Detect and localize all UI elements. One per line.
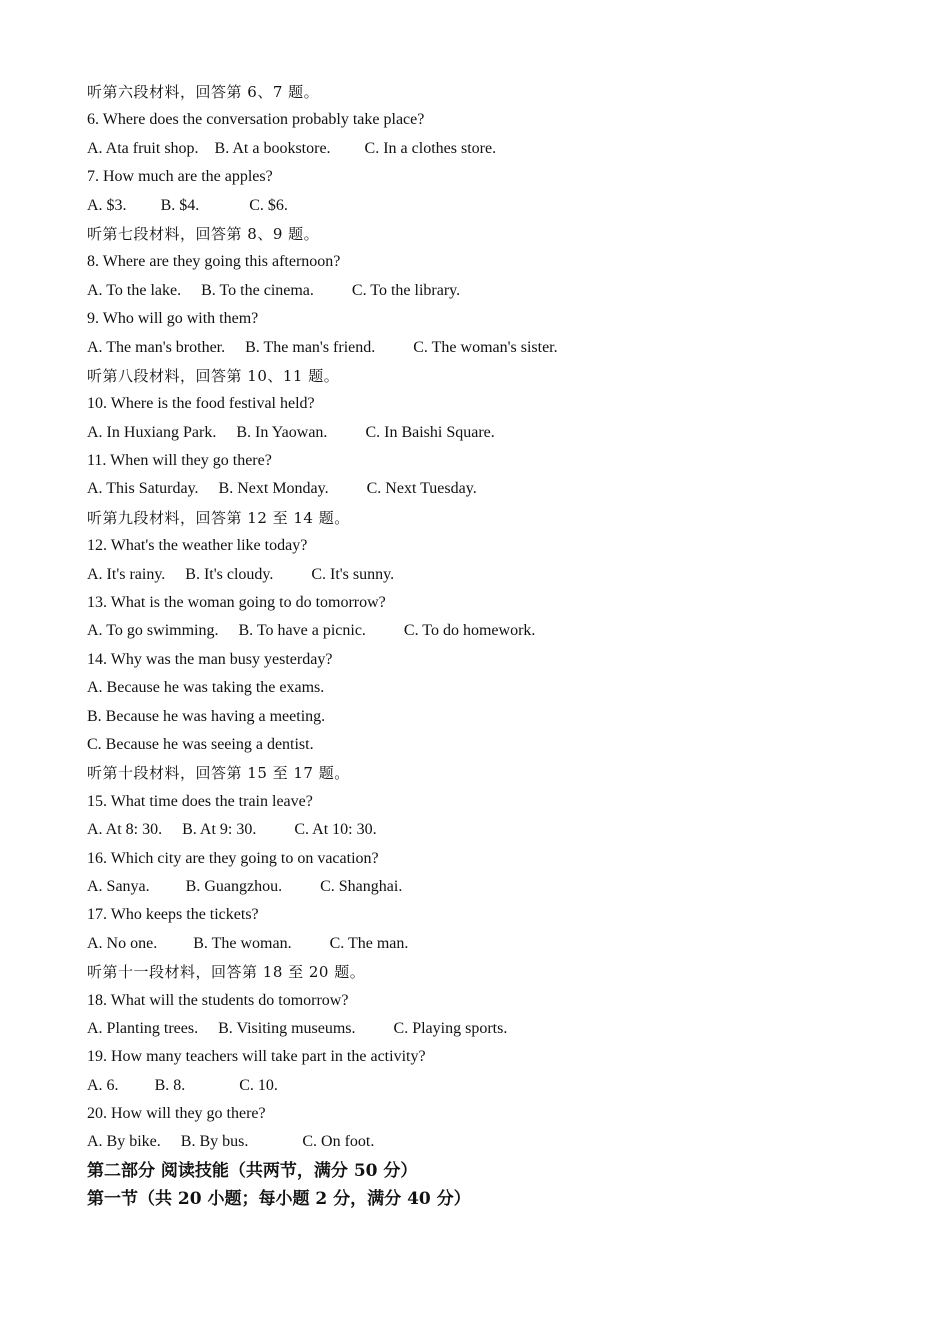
question-text: 20. How will they go there? [87, 1105, 266, 1123]
answer-option: C. To the library. [351, 281, 461, 299]
question-text: B. Because he was having a meeting. [87, 707, 326, 725]
question-text: C. Because he was seeing a dentist. [87, 735, 314, 753]
answer-option: A. The man's brother. [87, 338, 226, 356]
answer-options-row [87, 192, 887, 220]
question-text: 12. What's the weather like today? [87, 537, 308, 555]
answer-options-row [87, 617, 887, 645]
answer-options-row [87, 561, 887, 589]
material-instruction: 听第九段材料，回答第 12 至 14 题。 [87, 508, 350, 527]
answer-options-row [87, 1015, 887, 1043]
question-text: 18. What will the students do tomorrow? [87, 991, 349, 1009]
question-text: 15. What time does the train leave? [87, 792, 313, 810]
answer-option: A. $3. [87, 196, 127, 214]
answer-option: B. By bus. [180, 1133, 249, 1151]
answer-option: C. On foot. [302, 1133, 375, 1151]
answer-option: B. Guangzhou. [185, 877, 283, 895]
answer-option: C. $6. [249, 196, 288, 214]
question-text: 11. When will they go there? [87, 452, 272, 470]
answer-option: C. In a clothes store. [364, 139, 497, 157]
question-text: 16. Which city are they going to on vacation? [87, 849, 379, 867]
answer-option: B. It's cloudy. [185, 565, 274, 583]
question-text: 10. Where is the food festival held? [87, 395, 315, 413]
answer-option: A. At 8: 30. [87, 821, 163, 839]
answer-option: C. Shanghai. [320, 877, 403, 895]
question-text: 14. Why was the man busy yesterday? [87, 650, 333, 668]
material-instruction: 听第十段材料，回答第 15 至 17 题。 [87, 764, 350, 783]
question-text: 17. Who keeps the tickets? [87, 906, 259, 924]
answer-option: C. Playing sports. [393, 1019, 508, 1037]
answer-option: A. Planting trees. [87, 1019, 199, 1037]
answer-option: A. Sanya. [87, 877, 150, 895]
answer-option: A. 6. [87, 1076, 119, 1094]
answer-option: C. At 10: 30. [294, 821, 377, 839]
answer-option: A. By bike. [87, 1133, 161, 1151]
answer-option: C. The man. [329, 934, 409, 952]
answer-option: B. 8. [154, 1076, 186, 1094]
material-instruction: 听第六段材料，回答第 6、7 题。 [87, 83, 320, 101]
answer-option: A. To the lake. [87, 281, 182, 299]
answer-option: C. 10. [239, 1076, 278, 1094]
answer-options-row [87, 816, 887, 844]
listening-section-content [87, 78, 887, 1214]
answer-option: C. To do homework. [403, 622, 536, 640]
question-text: 19. How many teachers will take part in the activity? [87, 1048, 426, 1066]
material-instruction: 听第八段材料，回答第 10、11 题。 [87, 366, 340, 385]
answer-options-row [87, 277, 887, 305]
question-text: 6. Where does the conversation probably take place? [87, 111, 425, 129]
answer-option: B. In Yaowan. [236, 423, 328, 441]
question-text: 9. Who will go with them? [87, 310, 259, 328]
answer-options-row [87, 1128, 887, 1156]
section-heading: 第二部分 阅读技能（共两节，满分 50 分） [87, 1160, 418, 1181]
answer-option: C. Next Tuesday. [366, 480, 477, 498]
answer-option: B. At 9: 30. [182, 821, 257, 839]
answer-option: C. It's sunny. [311, 565, 395, 583]
answer-options-row [87, 419, 887, 447]
answer-option: A. This Saturday. [87, 480, 199, 498]
answer-options-row [87, 930, 887, 958]
material-instruction: 听第十一段材料，回答第 18 至 20 题。 [87, 963, 366, 982]
answer-option: B. At a bookstore. [214, 139, 331, 157]
answer-option: C. The woman's sister. [413, 338, 558, 356]
answer-option: B. $4. [160, 196, 200, 214]
answer-option: B. To the cinema. [201, 281, 314, 299]
material-instruction: 听第七段材料，回答第 8、9 题。 [87, 224, 320, 243]
answer-option: B. To have a picnic. [238, 622, 366, 640]
answer-options-row [87, 873, 887, 901]
answer-option: A. It's rainy. [87, 565, 166, 583]
answer-option: A. In Huxiang Park. [87, 423, 217, 441]
answer-option: B. Visiting museums. [218, 1019, 356, 1037]
answer-option: A. To go swimming. [87, 622, 219, 640]
answer-options-row [87, 334, 887, 362]
question-text: 13. What is the woman going to do tomorrow? [87, 594, 386, 612]
answer-options-row [87, 1072, 887, 1100]
answer-option: A. No one. [87, 934, 158, 952]
answer-option: B. Next Monday. [218, 480, 329, 498]
answer-option: A. Ata fruit shop. [87, 139, 199, 157]
question-text: 8. Where are they going this afternoon? [87, 253, 341, 271]
answer-options-row [87, 475, 887, 503]
section-heading: 第一节（共 20 小题；每小题 2 分，满分 40 分） [87, 1189, 471, 1210]
question-text: A. Because he was taking the exams. [87, 679, 325, 697]
answer-option: B. The woman. [193, 934, 292, 952]
question-text: 7. How much are the apples? [87, 168, 273, 186]
answer-options-row [87, 135, 887, 163]
answer-option: C. In Baishi Square. [365, 423, 495, 441]
answer-option: B. The man's friend. [245, 338, 376, 356]
